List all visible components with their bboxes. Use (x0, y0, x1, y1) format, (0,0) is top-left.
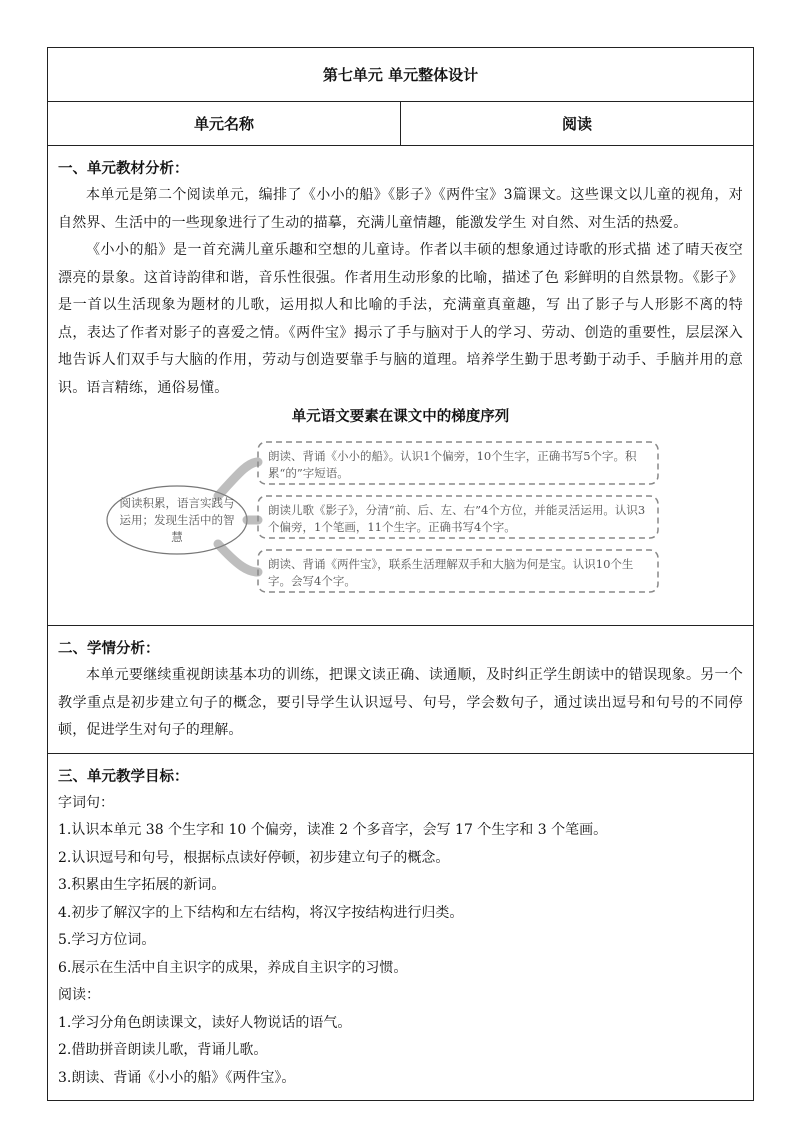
mindmap-branch-1: 朗读、背诵《小小的船》。认识1个偏旁，10个生字，正确书写5个字。积累“的”字短语。 (268, 449, 637, 480)
section-teaching-goals (48, 753, 754, 1101)
table-title: 第七单元 单元整体设计 (48, 48, 754, 102)
section1-para2: 《小小的船》是一首充满儿童乐趣和空想的儿童诗。作者以丰硕的想象通过诗歌的形式描 述了晴天夜空漂亮的景象。这首诗韵律和谐，音乐性很强。作者用生动形象的比喻，描述了色 彩鲜明的自然景物。《影子》是一首以生活现象为题材的儿歌，运用拟人和比喻的手法，充满童真童趣，写 出了影子与人形影不离的特点，表达了作者对影子的喜爱之情。《两件宝》揭示了手与脑对于人的学习、劳动、创造的重要性，层层深入地告诉人们双手与大脑的作用，劳动与创造要靠手与脑的道理。培养学生勤于思考勤于动手、手脑并用的意识。语言精练，通俗易懂。 (58, 242, 744, 396)
goal-item: 1.学习分角色朗读课文，读好人物说话的语气。 (58, 1014, 352, 1031)
goals-sub-words: 字词句： (58, 794, 114, 811)
mindmap-branch-2: 朗读儿歌《影子》，分清“前、后、左、右”4个方位，并能灵活运用。认识3个偏旁，1个笔画，11个生字。正确书写4个字。 (268, 503, 646, 534)
section2-para: 本单元要继续重视朗读基本功的训练，把课文读正确、读通顺，及时纠正学生朗读中的错误现象。另一个教学重点是初步建立句子的概念，要引导学生认识逗号、句号，学会数句子，通过读出逗号和句号的不同停顿，促进学生对句子的理解。 (58, 667, 744, 738)
goal-item: 2.借助拼音朗读儿歌，背诵儿歌。 (58, 1042, 268, 1058)
mindmap-branch-3: 朗读、背诵《两件宝》，联系生活理解双手和大脑为何是宝。认识10个生字。会写4个字。 (268, 557, 634, 588)
mindmap-title: 单元语文要素在课文中的梯度序列 (291, 409, 510, 425)
goal-item: 5.学习方位词。 (58, 932, 156, 948)
goal-item: 1.认识本单元 38 个生字和 10 个偏旁，读准 2 个多音字，会写 17 个生字和 3 个笔画。 (58, 822, 608, 838)
section3-heading: 三、单元教学目标： (58, 768, 189, 785)
section-material-analysis (48, 146, 754, 626)
mindmap-center-node: 阅读积累，语言实践与运用；发现生活中的智慧 (119, 496, 235, 544)
section-learner-analysis (48, 626, 754, 754)
mindmap-diagram (58, 434, 744, 594)
goals-sub-reading: 阅读： (58, 987, 100, 1003)
goal-item: 3.朗读、背诵《小小的船》《两件宝》。 (58, 1069, 296, 1086)
goal-item: 3.积累由生字拓展的新词。 (58, 877, 226, 893)
section1-heading: 一、单元教材分析： (58, 161, 189, 177)
section1-para1: 本单元是第二个阅读单元，编排了《小小的船》《影子》《两件宝》3篇课文。这些课文以儿童的视角，对自然界、生活中的一些现象进行了生动的描摹，充满儿童情趣，能激发学生 对自然、对生活的热爱。 (58, 187, 744, 231)
goal-item: 4.初步了解汉字的上下结构和左右结构，将汉字按结构进行归类。 (58, 904, 464, 921)
unit-name-label: 单元名称 (48, 102, 401, 146)
unit-design-table (47, 47, 754, 1101)
goal-item: 6.展示在生活中自主识字的成果，养成自主识字的习惯。 (58, 959, 408, 976)
goal-item: 2.认识逗号和句号，根据标点读好停顿，初步建立句子的概念。 (58, 849, 450, 866)
document-page (47, 47, 753, 1101)
unit-name-value: 阅读 (401, 102, 754, 146)
section2-heading: 二、学情分析： (58, 641, 160, 657)
